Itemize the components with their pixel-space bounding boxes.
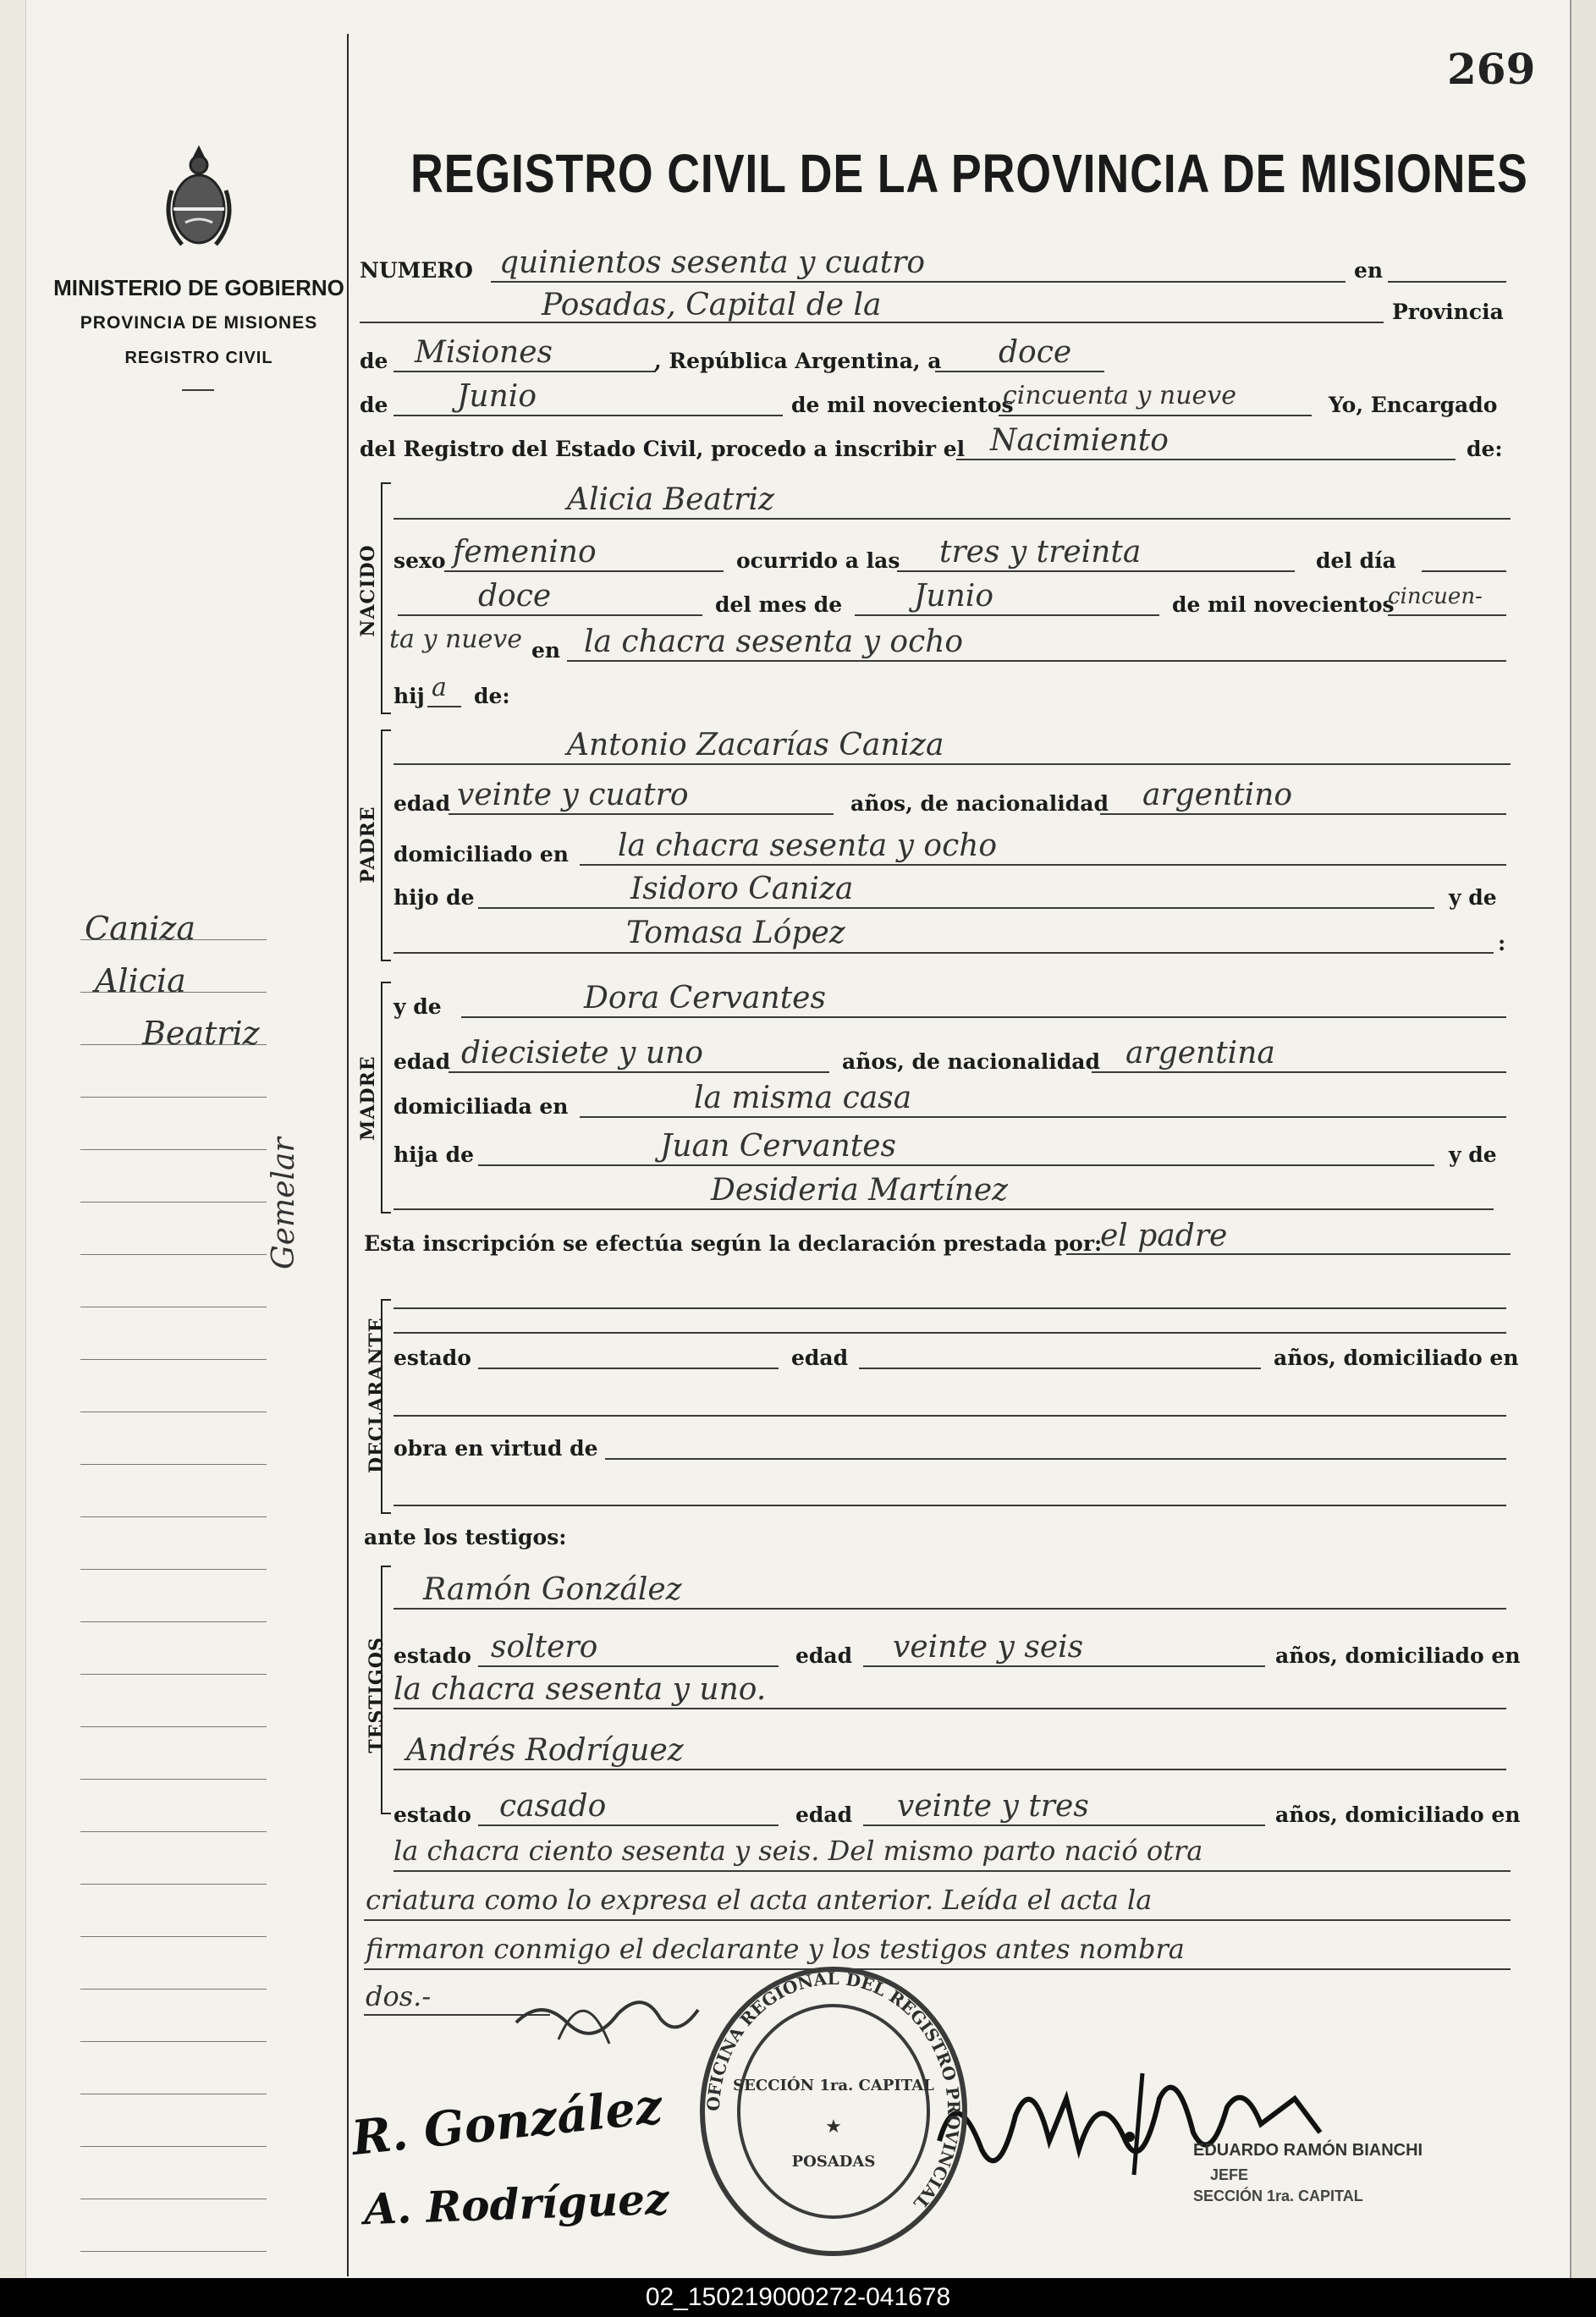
label-declarante-edad: edad xyxy=(791,1346,849,1370)
label-del-mes: del mes de xyxy=(715,592,843,617)
label-madre-hija-de: hija de xyxy=(393,1142,475,1167)
hw-sexo: femenino xyxy=(453,535,597,570)
label-de-colon-2: de: xyxy=(474,684,510,708)
hw-padre-nac: argentino xyxy=(1142,778,1293,812)
official-section: SECCIÓN 1ra. CAPITAL xyxy=(1193,2188,1363,2204)
label-testigo1-domicilio: años, domiciliado en xyxy=(1275,1643,1521,1668)
hw-testigo1-nombre: Ramón González xyxy=(423,1572,682,1607)
hw-padre-padre: Isidoro Caniza xyxy=(630,872,854,906)
label-republica: , República Argentina, a xyxy=(654,349,942,373)
signature-witness-1: R. González xyxy=(349,2078,665,2167)
label-testigo2-domicilio: años, domiciliado en xyxy=(1275,1802,1521,1827)
hw-padre-nombre: Antonio Zacarías Caniza xyxy=(567,728,944,762)
label-madre-y-de-2: y de xyxy=(1449,1142,1497,1167)
ministry-province: PROVINCIA DE MISIONES xyxy=(80,313,318,333)
hw-mes-nac: Junio xyxy=(914,579,993,614)
label-madre-y-de: y de xyxy=(393,994,442,1019)
hw-hij-suffix: a xyxy=(432,673,447,702)
label-numero: NUMERO xyxy=(360,258,473,283)
label-declarante-estado: estado xyxy=(393,1346,471,1370)
hw-madre-nac: argentina xyxy=(1125,1036,1275,1070)
label-inscribir: del Registro del Estado Civil, procedo a inscribir el xyxy=(360,437,966,461)
left-margin-strip xyxy=(0,0,26,2278)
hw-anio-nac-2: ta y nueve xyxy=(389,625,523,654)
hw-numero: quinientos sesenta y cuatro xyxy=(499,245,926,280)
label-yo-encargado: Yo, Encargado xyxy=(1329,393,1498,417)
hw-anio-nac-1: cincuen- xyxy=(1388,584,1483,609)
section-madre: MADRE xyxy=(357,1055,379,1141)
hw-testigo1-domicilio: la chacra sesenta y uno. xyxy=(393,1672,767,1707)
hw-testigo1-edad: veinte y seis xyxy=(893,1630,1084,1665)
hw-padre-edad: veinte y cuatro xyxy=(457,778,689,812)
label-testigo1-edad: edad xyxy=(795,1643,853,1668)
official-name: EDUARDO RAMÓN BIANCHI xyxy=(1193,2141,1423,2160)
signature-scribble xyxy=(508,1963,711,2065)
hw-hora: tres y treinta xyxy=(939,535,1142,570)
page-title: REGISTRO CIVIL DE LA PROVINCIA DE MISIONES xyxy=(410,143,1528,204)
hw-madre-nombre: Dora Cervantes xyxy=(584,981,826,1015)
hw-provincia: Misiones xyxy=(415,335,553,370)
hw-remarks-4: dos.- xyxy=(366,1980,432,2012)
svg-text:★: ★ xyxy=(825,2116,842,2138)
right-page-edge xyxy=(1570,0,1596,2278)
label-hij: hij xyxy=(393,684,425,708)
label-testigo2-edad: edad xyxy=(795,1802,853,1827)
ministry-name: MINISTERIO DE GOBIERNO xyxy=(53,275,344,300)
signature-official xyxy=(922,2048,1329,2209)
label-declaracion: Esta inscripción se efectúa según la declaración prestada por: xyxy=(364,1231,1103,1256)
section-madre-bracket xyxy=(381,982,391,1214)
section-testigos: TESTIGOS xyxy=(366,1637,388,1753)
label-sexo: sexo xyxy=(393,548,446,573)
hw-anio: cincuenta y nueve xyxy=(1003,381,1236,410)
label-mil-novecientos-2: de mil novecientos xyxy=(1172,592,1395,617)
stamp-center-top: SECCIÓN 1ra. CAPITAL xyxy=(733,2077,934,2094)
official-role: JEFE xyxy=(1210,2166,1249,2183)
hw-madre-edad: diecisiete y uno xyxy=(461,1036,703,1070)
label-provincia: Provincia xyxy=(1392,300,1504,324)
margin-note-vertical: Gemelar xyxy=(267,1137,301,1269)
hw-testigo2-nombre: Andrés Rodríguez xyxy=(406,1733,684,1768)
hw-madre-madre: Desideria Martínez xyxy=(711,1173,1009,1208)
label-mil-novecientos: de mil novecientos xyxy=(791,393,1014,417)
label-padre-nacionalidad: años, de nacionalidad xyxy=(850,791,1109,816)
hw-testigo1-estado: soltero xyxy=(491,1630,598,1665)
label-ocurrido: ocurrido a las xyxy=(736,548,900,573)
label-del-dia: del día xyxy=(1316,548,1396,573)
label-en-2: en xyxy=(531,638,561,663)
margin-note-first: Alicia xyxy=(95,962,186,999)
label-ante-testigos: ante los testigos: xyxy=(364,1525,567,1549)
left-frame-line xyxy=(347,34,349,2276)
hw-dia-nac: doce xyxy=(478,579,552,614)
official-seal-stamp xyxy=(694,1963,973,2259)
label-de-colon: de: xyxy=(1467,437,1503,461)
label-testigo1-estado: estado xyxy=(393,1643,471,1668)
ministry-office: REGISTRO CIVIL xyxy=(124,349,273,367)
hw-nombre: Alicia Beatriz xyxy=(567,482,774,517)
hw-testigo2-edad: veinte y tres xyxy=(897,1789,1089,1824)
label-en: en xyxy=(1354,258,1384,283)
hw-testigo2-estado: casado xyxy=(499,1789,607,1824)
section-padre: PADRE xyxy=(357,806,379,883)
label-padre-edad: edad xyxy=(393,791,451,816)
hw-mes: Junio xyxy=(457,379,537,414)
hw-declarante: el padre xyxy=(1100,1219,1228,1253)
hw-dia: doce xyxy=(999,335,1072,370)
label-madre-edad: edad xyxy=(393,1049,451,1074)
label-obra-virtud: obra en virtud de xyxy=(393,1436,598,1461)
label-madre-nacionalidad: años, de nacionalidad xyxy=(842,1049,1100,1074)
stamp-ring-text: OFICINA REGIONAL DEL REGISTRO PROVINCIAL xyxy=(702,1968,965,2214)
section-padre-bracket xyxy=(381,729,391,961)
hw-acto: Nacimiento xyxy=(990,423,1169,458)
hw-lugar: Posadas, Capital de la xyxy=(542,288,882,322)
ministry-divider xyxy=(182,389,214,391)
hw-remarks-1: la chacra ciento sesenta y seis. Del mismo parto nació otra xyxy=(393,1835,1203,1867)
label-padre-hijo-de: hijo de xyxy=(393,885,475,910)
label-padre-domicilio: domiciliado en xyxy=(393,842,569,867)
label-de-2: de xyxy=(360,393,388,417)
hw-padre-domicilio: la chacra sesenta y ocho xyxy=(618,828,998,863)
label-testigo2-estado: estado xyxy=(393,1802,471,1827)
label-de-1: de xyxy=(360,349,388,373)
label-madre-domicilio: domiciliada en xyxy=(393,1094,569,1119)
hw-padre-madre: Tomasa López xyxy=(626,916,845,950)
label-padre-colon: : xyxy=(1498,931,1506,955)
stamp-center-bottom: POSADAS xyxy=(791,2153,876,2171)
section-nacido-bracket xyxy=(381,482,391,714)
hw-madre-domicilio: la misma casa xyxy=(694,1081,912,1115)
margin-note-second: Beatriz xyxy=(142,1015,260,1052)
hw-remarks-3: firmaron conmigo el declarante y los testigos antes nombra xyxy=(366,1933,1185,1965)
section-declarante: DECLARANTE xyxy=(366,1317,388,1473)
label-declarante-domicilio: años, domiciliado en xyxy=(1274,1346,1519,1370)
hw-madre-padre: Juan Cervantes xyxy=(660,1129,896,1164)
section-nacido: NACIDO xyxy=(357,544,379,637)
margin-note-surname: Caniza xyxy=(85,910,196,947)
page-number: 269 xyxy=(1447,44,1536,94)
coat-of-arms-icon xyxy=(157,140,241,258)
label-padre-y-de: y de xyxy=(1449,885,1497,910)
signature-witness-2: A. Rodríguez xyxy=(363,2173,670,2235)
document-id-footer: 02_150219000272-041678 xyxy=(0,2278,1596,2317)
hw-remarks-2: criatura como lo expresa el acta anterior. Leída el acta la xyxy=(366,1884,1153,1916)
hw-lugar-nac: la chacra sesenta y ocho xyxy=(584,625,964,659)
